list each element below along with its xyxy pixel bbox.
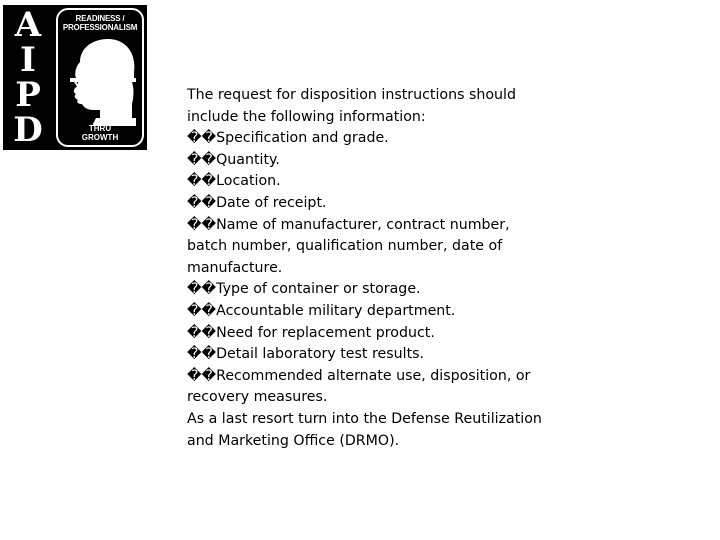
list-item-text: Date of receipt. [216, 194, 327, 211]
logo-motto-top-line1: READINESS / [75, 14, 125, 23]
logo-motto-bottom-line2: GROWTH [81, 133, 119, 142]
list-item [187, 171, 547, 193]
bullet-glyph-icon: �� [187, 302, 217, 319]
list-item [187, 128, 547, 150]
bullet-glyph-icon: �� [187, 216, 217, 233]
list-item [187, 323, 547, 345]
bullet-glyph-icon: �� [187, 281, 217, 298]
list-item-text: Specification and grade. [216, 130, 389, 147]
bullet-glyph-icon: �� [187, 173, 217, 190]
list-item [187, 215, 547, 280]
list-item-text: Recommended alternate use, disposition, or recovery measures. [187, 367, 531, 406]
bullet-glyph-icon: �� [187, 130, 217, 147]
disposition-instructions-text [187, 85, 547, 452]
aipd-logo [3, 5, 147, 150]
logo-motto-bottom-line1: THRU [88, 124, 112, 133]
list-item-text: Name of manufacturer, contract number, batch number, qualification number, date of manufacture. [187, 216, 510, 276]
list-item-text: Detail laboratory test results. [216, 346, 425, 363]
list-item-text: Location. [216, 173, 281, 190]
bullet-glyph-icon: �� [187, 367, 217, 384]
list-item-text: Quantity. [216, 151, 280, 168]
bullet-glyph-icon: �� [187, 194, 217, 211]
closing-paragraph: As a last resort turn into the Defense Reutilization and Marketing Office (DRMO). [187, 410, 542, 449]
logo-motto-top [58, 14, 142, 32]
logo-letter-a: A [14, 5, 42, 45]
bullet-glyph-icon: �� [187, 151, 217, 168]
list-item [187, 193, 547, 215]
list-item-text: Accountable military department. [216, 302, 456, 319]
logo-letter-d: D [13, 110, 43, 150]
list-item [187, 301, 547, 323]
logo-emblem-panel [56, 8, 144, 147]
logo-letters [6, 5, 50, 150]
list-item [187, 150, 547, 172]
list-item [187, 279, 547, 301]
list-item-text: Type of container or storage. [216, 281, 421, 298]
list-item-text: Need for replacement product. [216, 324, 435, 341]
bullet-glyph-icon: �� [187, 346, 217, 363]
logo-motto-top-line2: PROFESSIONALISM [62, 23, 138, 32]
soldier-helmet-icon [66, 34, 138, 126]
logo-motto-bottom [58, 124, 142, 142]
list-item [187, 366, 547, 409]
list-item [187, 344, 547, 366]
logo-letter-p: P [15, 75, 41, 115]
logo-letter-i: I [20, 40, 36, 80]
bullet-glyph-icon: �� [187, 324, 217, 341]
intro-paragraph: The request for disposition instructions should include the following information: [187, 87, 516, 125]
